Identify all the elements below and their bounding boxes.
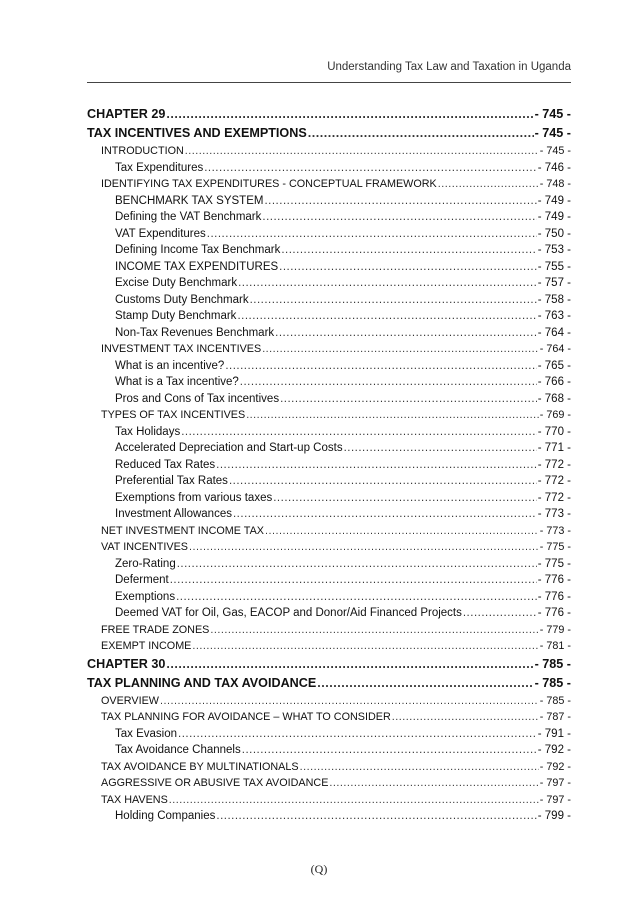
toc-leader-dots bbox=[207, 226, 537, 243]
toc-entry[interactable] bbox=[87, 457, 571, 474]
toc-entry[interactable] bbox=[87, 726, 571, 743]
toc-entry-title: CHAPTER 30 bbox=[87, 656, 166, 671]
toc-entry-title: Tax Evasion bbox=[115, 727, 178, 740]
toc-entry-title: Deferment bbox=[115, 574, 169, 586]
toc-entry-page: - 799 - bbox=[537, 810, 571, 822]
toc-entry[interactable] bbox=[87, 473, 571, 490]
toc-entry-page: - 745 - bbox=[539, 145, 571, 157]
toc-leader-dots bbox=[392, 709, 539, 726]
toc-entry-title: Zero-Rating bbox=[115, 557, 176, 570]
toc-leader-dots bbox=[262, 341, 539, 358]
toc-entry-page: - 753 - bbox=[537, 244, 571, 256]
toc-entry-page: - 764 - bbox=[539, 343, 571, 355]
toc-entry[interactable] bbox=[87, 209, 571, 226]
toc-entry-title: Exemptions from various taxes bbox=[115, 491, 273, 504]
toc-entry-title: VAT INCENTIVES bbox=[101, 541, 188, 553]
toc-leader-dots bbox=[280, 391, 537, 408]
toc-chapter-entry[interactable] bbox=[87, 674, 571, 693]
toc-entry-title: Defining Income Tax Benchmark bbox=[115, 244, 281, 256]
toc-entry-page: - 785 - bbox=[534, 675, 571, 690]
toc-entry-title: Accelerated Depreciation and Start-up Costs bbox=[115, 442, 343, 454]
toc-leader-dots bbox=[262, 209, 536, 226]
toc-entry[interactable] bbox=[87, 792, 571, 809]
toc-entry-title: Defining the VAT Benchmark bbox=[115, 211, 262, 223]
toc-entry-page: - 770 - bbox=[537, 425, 571, 438]
toc-entry[interactable] bbox=[87, 808, 571, 825]
toc-entry[interactable] bbox=[87, 176, 571, 193]
toc-leader-dots bbox=[279, 259, 537, 276]
page-number: (Q) bbox=[310, 862, 328, 876]
toc-leader-dots bbox=[463, 605, 537, 622]
toc-entry[interactable] bbox=[87, 226, 571, 243]
toc-entry-title: What is a Tax incentive? bbox=[115, 376, 239, 388]
toc-entry-page: - 775 - bbox=[537, 557, 571, 570]
toc-leader-dots bbox=[170, 572, 537, 589]
toc-chapter-entry[interactable] bbox=[87, 124, 571, 143]
toc-entry-title: TAX PLANNING AND TAX AVOIDANCE bbox=[87, 675, 317, 690]
toc-entry[interactable] bbox=[87, 572, 571, 589]
toc-entry-title: Excise Duty Benchmark bbox=[115, 277, 238, 289]
toc-entry-page: - 749 - bbox=[537, 194, 571, 207]
toc-leader-dots bbox=[238, 275, 537, 292]
toc-entry-title: Exemptions bbox=[115, 590, 176, 603]
toc-entry-page: - 776 - bbox=[537, 590, 571, 603]
toc-leader-dots bbox=[300, 759, 539, 776]
toc-entry-title: Preferential Tax Rates bbox=[115, 475, 228, 487]
toc-entry-page: - 745 - bbox=[534, 107, 571, 121]
toc-entry-title: TAX AVOIDANCE BY MULTINATIONALS bbox=[101, 760, 299, 773]
toc-entry-page: - 765 - bbox=[537, 359, 571, 372]
toc-entry-page: - 766 - bbox=[537, 376, 571, 388]
toc-entry[interactable] bbox=[87, 308, 571, 325]
toc-entry-title: Reduced Tax Rates bbox=[115, 458, 216, 471]
toc-leader-dots bbox=[225, 358, 536, 375]
toc-entry-page: - 768 - bbox=[537, 392, 571, 405]
toc-entry-title: Investment Allowances bbox=[115, 508, 232, 520]
toc-leader-dots bbox=[192, 638, 538, 655]
toc-entry[interactable] bbox=[87, 759, 571, 776]
toc-entry-title: Tax Expenditures bbox=[115, 161, 204, 174]
toc-entry[interactable] bbox=[87, 160, 571, 177]
toc-entry[interactable] bbox=[87, 638, 571, 655]
toc-entry-page: - 772 - bbox=[537, 491, 571, 504]
toc-entry-page: - 776 - bbox=[537, 574, 571, 586]
toc-entry-page: - 779 - bbox=[539, 623, 571, 636]
toc-leader-dots bbox=[210, 622, 538, 639]
toc-entry[interactable] bbox=[87, 374, 571, 391]
toc-leader-dots bbox=[246, 407, 539, 424]
toc-leader-dots bbox=[275, 325, 537, 342]
toc-entry-page: - 785 - bbox=[534, 656, 571, 671]
toc-leader-dots bbox=[176, 589, 537, 606]
toc-leader-dots bbox=[329, 775, 538, 792]
toc-leader-dots bbox=[216, 457, 537, 474]
toc-leader-dots bbox=[344, 440, 537, 457]
toc-entry[interactable] bbox=[87, 539, 571, 556]
toc-entry-title: TYPES OF TAX INCENTIVES bbox=[101, 409, 246, 421]
toc-entry-page: - 773 - bbox=[539, 524, 571, 537]
toc-entry-page: - 792 - bbox=[537, 744, 571, 756]
toc-leader-dots bbox=[169, 792, 539, 809]
toc-leader-dots bbox=[229, 473, 537, 490]
toc-entry-page: - 764 - bbox=[537, 326, 571, 339]
toc-entry-page: - 746 - bbox=[537, 161, 571, 174]
toc-leader-dots bbox=[242, 742, 537, 759]
toc-entry-title: TAX HAVENS bbox=[101, 793, 168, 806]
toc-leader-dots bbox=[281, 242, 536, 259]
toc-entry-title: INVESTMENT TAX INCENTIVES bbox=[101, 343, 262, 355]
toc-leader-dots bbox=[185, 143, 539, 160]
toc-chapter-entry[interactable] bbox=[87, 655, 571, 674]
toc-entry-title: TAX PLANNING FOR AVOIDANCE – WHAT TO CONSIDER bbox=[101, 711, 391, 723]
toc-entry-title: TAX INCENTIVES AND EXEMPTIONS bbox=[87, 126, 307, 140]
toc-entry[interactable] bbox=[87, 259, 571, 276]
toc-entry[interactable] bbox=[87, 193, 571, 210]
toc-entry-page: - 763 - bbox=[537, 310, 571, 322]
toc-entry[interactable] bbox=[87, 242, 571, 259]
toc-entry-page: - 792 - bbox=[539, 760, 571, 773]
toc-leader-dots bbox=[233, 506, 537, 523]
toc-entry-page: - 757 - bbox=[537, 277, 571, 289]
toc-leader-dots bbox=[308, 124, 534, 143]
toc-entry[interactable] bbox=[87, 556, 571, 573]
toc-entry[interactable] bbox=[87, 275, 571, 292]
toc-entry-title: BENCHMARK TAX SYSTEM bbox=[115, 194, 264, 207]
toc-leader-dots bbox=[438, 176, 539, 193]
toc-leader-dots bbox=[317, 674, 533, 693]
toc-leader-dots bbox=[166, 655, 533, 674]
toc-entry[interactable] bbox=[87, 523, 571, 540]
toc-entry[interactable] bbox=[87, 490, 571, 507]
toc-entry-page: - 750 - bbox=[537, 227, 571, 240]
toc-leader-dots bbox=[265, 523, 539, 540]
toc-leader-dots bbox=[216, 808, 536, 825]
toc-leader-dots bbox=[166, 105, 533, 124]
toc-entry-page: - 745 - bbox=[534, 126, 571, 140]
toc-entry[interactable] bbox=[87, 358, 571, 375]
toc-entry[interactable] bbox=[87, 622, 571, 639]
toc-entry[interactable] bbox=[87, 292, 571, 309]
toc-entry-title: OVERVIEW bbox=[101, 694, 159, 707]
toc-leader-dots bbox=[237, 308, 536, 325]
toc-entry-page: - 785 - bbox=[539, 694, 571, 707]
toc-entry[interactable] bbox=[87, 407, 571, 424]
toc-entry[interactable] bbox=[87, 605, 571, 622]
toc-entry-title: FREE TRADE ZONES bbox=[101, 623, 210, 636]
toc-leader-dots bbox=[264, 193, 536, 210]
toc-entry[interactable] bbox=[87, 693, 571, 710]
toc-leader-dots bbox=[273, 490, 537, 507]
toc-entry[interactable] bbox=[87, 506, 571, 523]
toc-chapter-entry[interactable] bbox=[87, 105, 571, 124]
table-of-contents bbox=[87, 105, 571, 825]
toc-leader-dots bbox=[204, 160, 537, 177]
toc-entry[interactable] bbox=[87, 391, 571, 408]
toc-entry-title: NET INVESTMENT INCOME TAX bbox=[101, 524, 264, 537]
toc-entry-page: - 797 - bbox=[539, 777, 571, 789]
toc-entry-page: - 749 - bbox=[537, 211, 571, 223]
toc-entry[interactable] bbox=[87, 742, 571, 759]
header-rule bbox=[87, 82, 571, 83]
toc-leader-dots bbox=[240, 374, 537, 391]
toc-entry-title: CHAPTER 29 bbox=[87, 107, 166, 121]
toc-entry-title: IDENTIFYING TAX EXPENDITURES - CONCEPTUAL FRAMEWORK bbox=[101, 178, 437, 190]
toc-entry-title: What is an incentive? bbox=[115, 359, 225, 372]
toc-entry-title: Tax Avoidance Channels bbox=[115, 744, 241, 756]
toc-entry[interactable] bbox=[87, 341, 571, 358]
toc-entry-title: INTRODUCTION bbox=[101, 145, 184, 157]
toc-entry-title: Pros and Cons of Tax incentives bbox=[115, 392, 280, 405]
toc-entry-title: VAT Expenditures bbox=[115, 227, 206, 240]
toc-leader-dots bbox=[178, 726, 537, 743]
toc-entry-page: - 781 - bbox=[539, 640, 571, 652]
toc-leader-dots bbox=[177, 556, 537, 573]
toc-entry-page: - 776 - bbox=[537, 607, 571, 619]
toc-entry-page: - 787 - bbox=[539, 711, 571, 723]
toc-entry-page: - 772 - bbox=[537, 475, 571, 487]
toc-entry-title: Tax Holidays bbox=[115, 425, 181, 438]
toc-entry-title: EXEMPT INCOME bbox=[101, 640, 192, 652]
toc-entry-page: - 797 - bbox=[539, 793, 571, 806]
toc-entry[interactable] bbox=[87, 709, 571, 726]
toc-leader-dots bbox=[181, 424, 537, 441]
toc-entry-title: Deemed VAT for Oil, Gas, EACOP and Donor/Aid Financed Projects bbox=[115, 607, 462, 619]
toc-entry-title: Non-Tax Revenues Benchmark bbox=[115, 326, 275, 339]
toc-entry-page: - 758 - bbox=[537, 293, 571, 306]
toc-leader-dots bbox=[160, 693, 539, 710]
toc-leader-dots bbox=[189, 539, 539, 556]
toc-entry-title: Holding Companies bbox=[115, 810, 216, 822]
toc-entry[interactable] bbox=[87, 325, 571, 342]
toc-entry-page: - 769 - bbox=[539, 409, 571, 421]
toc-entry-page: - 775 - bbox=[539, 541, 571, 553]
toc-entry-title: Stamp Duty Benchmark bbox=[115, 310, 237, 322]
toc-leader-dots bbox=[250, 292, 537, 309]
toc-entry-page: - 791 - bbox=[537, 727, 571, 740]
toc-entry-page: - 772 - bbox=[537, 458, 571, 471]
toc-entry[interactable] bbox=[87, 424, 571, 441]
toc-entry-page: - 773 - bbox=[537, 508, 571, 520]
toc-entry-page: - 771 - bbox=[537, 442, 571, 454]
toc-entry[interactable] bbox=[87, 589, 571, 606]
toc-entry[interactable] bbox=[87, 143, 571, 160]
toc-entry-page: - 748 - bbox=[539, 178, 571, 190]
running-header: Understanding Tax Law and Taxation in Uganda bbox=[327, 61, 571, 73]
toc-entry-title: INCOME TAX EXPENDITURES bbox=[115, 260, 279, 273]
toc-entry[interactable] bbox=[87, 440, 571, 457]
toc-entry-title: Customs Duty Benchmark bbox=[115, 293, 249, 306]
toc-entry-page: - 755 - bbox=[537, 260, 571, 273]
toc-entry-title: AGGRESSIVE OR ABUSIVE TAX AVOIDANCE bbox=[101, 777, 329, 789]
toc-entry[interactable] bbox=[87, 775, 571, 792]
